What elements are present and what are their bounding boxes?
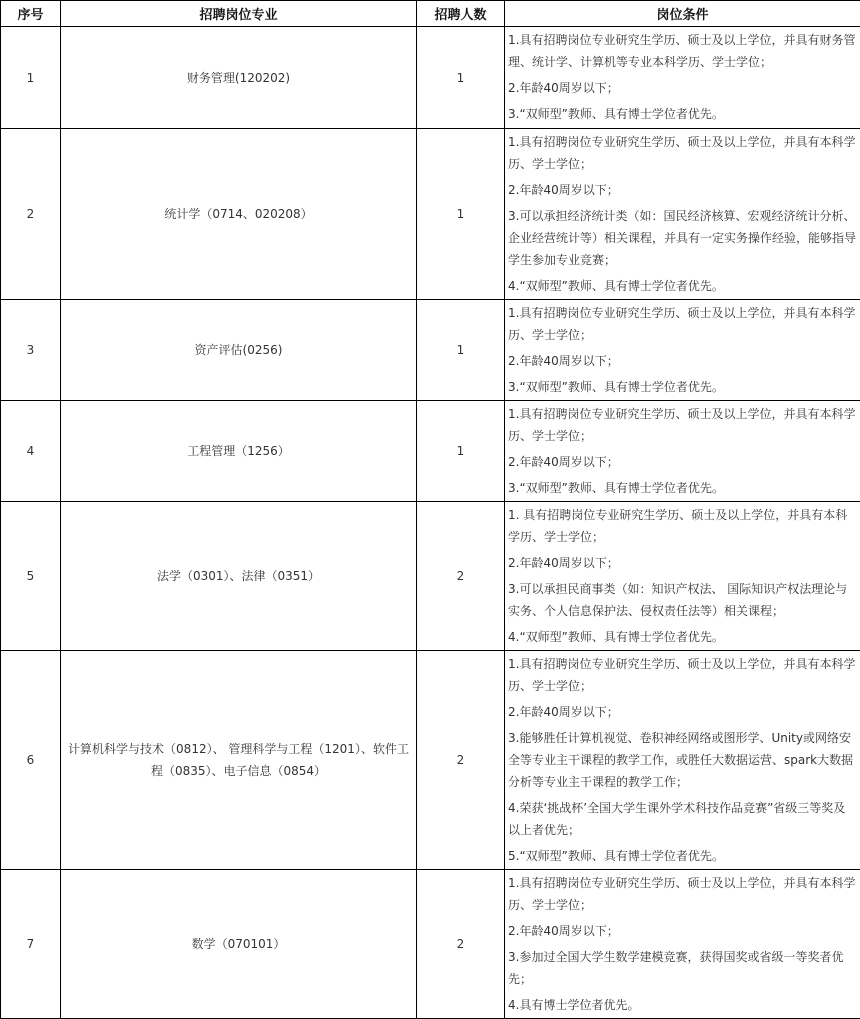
condition-item: 4.“双师型”教师、具有博士学位者优先。: [508, 626, 857, 648]
row-index: 4: [1, 401, 61, 502]
row-major: 统计学（0714、020208）: [61, 129, 417, 300]
row-major: 数学（070101）: [61, 870, 417, 1019]
row-index: 2: [1, 129, 61, 300]
row-count: 2: [417, 870, 505, 1019]
condition-item: 4.“双师型”教师、具有博士学位者优先。: [508, 275, 857, 297]
row-conditions: [505, 27, 860, 129]
condition-item: 3.可以承担经济统计类（如：国民经济核算、宏观经济统计分析、企业经营统计等）相关课程，并具有一定实务操作经验，能够指导学生参加专业竞赛；: [508, 205, 857, 271]
condition-item: 3.可以承担民商事类（如：知识产权法、 国际知识产权法理论与实务、个人信息保护法、侵权责任法等）相关课程；: [508, 578, 857, 622]
row-conditions: [505, 300, 860, 401]
table-row: [1, 651, 860, 870]
row-conditions: [505, 401, 860, 502]
row-index: 6: [1, 651, 61, 870]
row-index: 7: [1, 870, 61, 1019]
table-row: [1, 401, 860, 502]
table-row: [1, 870, 860, 1019]
condition-item: 3.能够胜任计算机视觉、卷积神经网络或图形学、Unity或网络安全等专业主干课程的教学工作，或胜任大数据运营、spark大数据分析等专业主干课程的教学工作；: [508, 727, 857, 793]
header-count: 招聘人数: [417, 1, 505, 27]
condition-item: 2.年龄40周岁以下；: [508, 920, 857, 942]
row-count: 1: [417, 401, 505, 502]
condition-item: 1.具有招聘岗位专业研究生学历、硕士及以上学位，并具有本科学历、学士学位；: [508, 131, 857, 175]
condition-item: 1.具有招聘岗位专业研究生学历、硕士及以上学位，并具有本科学历、学士学位；: [508, 872, 857, 916]
header-row: [1, 1, 860, 27]
row-count: 2: [417, 651, 505, 870]
condition-item: 3.“双师型”教师、具有博士学位者优先。: [508, 477, 857, 499]
row-major: 资产评估(0256): [61, 300, 417, 401]
row-conditions: [505, 870, 860, 1019]
row-major: 财务管理(120202): [61, 27, 417, 129]
row-index: 1: [1, 27, 61, 129]
row-conditions: [505, 651, 860, 870]
condition-item: 2.年龄40周岁以下；: [508, 451, 857, 473]
condition-item: 3.“双师型”教师、具有博士学位者优先。: [508, 103, 857, 125]
condition-item: 1.具有招聘岗位专业研究生学历、硕士及以上学位，并具有本科学历、学士学位；: [508, 653, 857, 697]
condition-item: 1.具有招聘岗位专业研究生学历、硕士及以上学位，并具有本科学历、学士学位；: [508, 302, 857, 346]
row-index: 3: [1, 300, 61, 401]
row-count: 1: [417, 27, 505, 129]
table-row: [1, 27, 860, 129]
table-row: [1, 129, 860, 300]
condition-item: 1. 具有招聘岗位专业研究生学历、硕士及以上学位，并具有本科学历、学士学位；: [508, 504, 857, 548]
condition-item: 4.具有博士学位者优先。: [508, 994, 857, 1016]
row-count: 1: [417, 300, 505, 401]
row-conditions: [505, 502, 860, 651]
table-row: [1, 502, 860, 651]
condition-item: 2.年龄40周岁以下；: [508, 552, 857, 574]
row-major: 工程管理（1256）: [61, 401, 417, 502]
row-index: 5: [1, 502, 61, 651]
condition-item: 2.年龄40周岁以下；: [508, 77, 857, 99]
header-conditions: 岗位条件: [505, 1, 860, 27]
row-major: 法学（0301）、法律（0351）: [61, 502, 417, 651]
condition-item: 4.荣获‘挑战杯’全国大学生课外学术科技作品竞赛”省级三等奖及以上者优先；: [508, 797, 857, 841]
row-conditions: [505, 129, 860, 300]
condition-item: 2.年龄40周岁以下；: [508, 701, 857, 723]
header-index: 序号: [1, 1, 61, 27]
condition-item: 2.年龄40周岁以下；: [508, 350, 857, 372]
row-count: 1: [417, 129, 505, 300]
condition-item: 2.年龄40周岁以下；: [508, 179, 857, 201]
condition-item: 1.具有招聘岗位专业研究生学历、硕士及以上学位，并具有财务管理、统计学、计算机等专业本科学历、学士学位；: [508, 29, 857, 73]
table-row: [1, 300, 860, 401]
row-count: 2: [417, 502, 505, 651]
condition-item: 3.“双师型”教师、具有博士学位者优先。: [508, 376, 857, 398]
condition-item: 3.参加过全国大学生数学建模竞赛，获得国奖或省级一等奖者优先；: [508, 946, 857, 990]
row-major: 计算机科学与技术（0812）、 管理科学与工程（1201）、软件工程（0835）、电子信息（0854）: [61, 651, 417, 870]
header-major: 招聘岗位专业: [61, 1, 417, 27]
condition-item: 1.具有招聘岗位专业研究生学历、硕士及以上学位，并具有本科学历、学士学位；: [508, 403, 857, 447]
condition-item: 5.“双师型”教师、具有博士学位者优先。: [508, 845, 857, 867]
